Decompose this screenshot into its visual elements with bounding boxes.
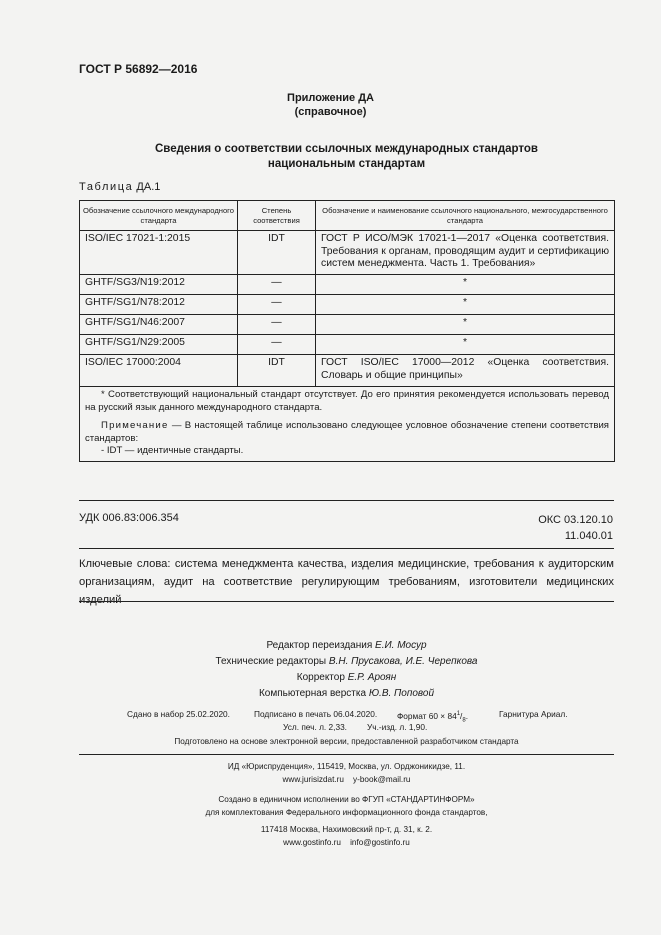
imprint-font: Гарнитура Ариал. <box>499 709 568 719</box>
note-text: — В настоящей таблице использовано следующее условное обозначение степени соответствия стандартов: <box>85 420 609 444</box>
credits <box>79 638 614 702</box>
document-title <box>80 142 613 172</box>
table-row <box>80 315 615 335</box>
credit-role: Редактор переиздания <box>266 640 376 651</box>
table-row <box>80 335 615 355</box>
credit-role: Корректор <box>296 672 348 683</box>
appendix-type: (справочное) <box>294 106 367 118</box>
divider-bottom <box>79 601 614 602</box>
imprint-sheets: Усл. печ. л. 2,33. <box>283 722 347 732</box>
cell-designation: GHTF/SG1/N46:2007 <box>80 315 238 335</box>
producer-line1: Создано в единичном исполнении во ФГУП «СТАНДАРТИНФОРМ» <box>218 795 475 804</box>
publisher-address: ИД «Юриспруденция», 115419, Москва, ул. Орджоникидзе, 11. <box>227 762 466 771</box>
divider-publisher <box>79 754 614 755</box>
note-item: - IDT — идентичные стандарты. <box>101 445 244 456</box>
header-designation: Обозначение ссылочного международного стандарта <box>80 201 238 231</box>
imprint-prepared: Подготовлено на основе электронной версии, предоставленной разработчиком стандарта <box>174 737 519 746</box>
cell-degree: IDT <box>238 231 316 275</box>
oks-codes <box>538 512 613 544</box>
cell-designation: ISO/IEC 17021-1:2015 <box>80 231 238 275</box>
producer-line2: для комплектования Федерального информационного фонда стандартов, <box>205 807 488 817</box>
appendix-title: Приложение ДА <box>287 92 374 104</box>
cell-degree: — <box>238 315 316 335</box>
keywords-line1: Ключевые слова: система менеджмента качества, изделия медицинские, требования к аудиторским <box>79 558 614 570</box>
table-row <box>80 295 615 315</box>
imprint-pub-sheets: Уч.-изд. л. 1,90. <box>367 722 428 732</box>
standard-id: ГОСТ Р 56892—2016 <box>79 62 198 76</box>
imprint-signed: Подписано в печать 06.04.2020. <box>254 709 378 719</box>
credit-editor <box>79 638 614 654</box>
publisher <box>79 761 614 786</box>
publisher-contacts <box>79 774 614 787</box>
table-caption-number: ДА.1 <box>136 181 161 193</box>
format-sub: 8 <box>462 717 466 724</box>
credit-name: Е.И. Мосур <box>375 640 427 651</box>
imprint-format: Формат $60 \times 84^1/_8$. <box>397 710 469 724</box>
correspondence-table <box>79 200 615 462</box>
udk-code: УДК 006.83:006.354 <box>79 512 179 524</box>
table-row <box>80 355 615 387</box>
cell-degree: — <box>238 275 316 295</box>
cell-degree: — <box>238 335 316 355</box>
table-row <box>80 231 615 275</box>
cell-designation: GHTF/SG3/N19:2012 <box>80 275 238 295</box>
cell-national: ГОСТ Р ИСО/МЭК 17021-1—2017 «Оценка соответствия. Требования к органам, проводящим аудит и сертификацию систем менеджмента. Часть 1. Требования» <box>316 231 615 275</box>
credit-corrector <box>79 670 614 686</box>
note-label: Примечание <box>101 420 169 431</box>
cell-national: * <box>316 315 615 335</box>
cell-designation: GHTF/SG1/N29:2005 <box>80 335 238 355</box>
cell-degree: IDT <box>238 355 316 387</box>
table-caption-word: Таблица <box>79 181 134 193</box>
divider-top <box>79 500 614 501</box>
credit-role: Технические редакторы <box>215 656 329 667</box>
credit-tech-editors <box>79 654 614 670</box>
credit-name: Е.Р. Ароян <box>347 672 397 683</box>
credit-name: В.Н. Прусакова, И.Е. Черепкова <box>328 656 478 667</box>
imprint-submitted: Сдано в набор 25.02.2020. <box>127 709 230 719</box>
cell-national: ГОСТ ISO/IEC 17000—2012 «Оценка соответствия. Словарь и общие принципы» <box>316 355 615 387</box>
divider-keywords <box>79 548 614 549</box>
publisher-site[interactable]: www.jurisizdat.ru <box>282 774 344 784</box>
credit-role: Компьютерная верстка <box>258 688 369 699</box>
cell-national: * <box>316 275 615 295</box>
table-notes <box>80 387 615 462</box>
producer <box>79 794 614 849</box>
header-degree: Степень соответствия <box>238 201 316 231</box>
document-title-line2: национальным стандартам <box>267 158 426 170</box>
document-title-line1: Сведения о соответствии ссылочных международных стандартов <box>154 143 538 155</box>
publisher-email[interactable]: y-book@mail.ru <box>353 774 411 784</box>
table-caption <box>79 181 160 193</box>
cell-designation: GHTF/SG1/N78:2012 <box>80 295 238 315</box>
table-header-row <box>80 201 615 231</box>
cell-national: * <box>316 335 615 355</box>
table-notes-row <box>80 387 615 462</box>
producer-email[interactable]: info@gostinfo.ru <box>350 837 410 847</box>
cell-national: * <box>316 295 615 315</box>
format-prefix: Формат 60 × 84 <box>397 710 457 721</box>
header-national: Обозначение и наименование ссылочного национального, межгосударственного стандарта <box>316 201 615 231</box>
producer-site[interactable]: www.gostinfo.ru <box>283 837 341 847</box>
footnote: * Соответствующий национальный стандарт отсутствует. До его принятия рекомендуется использовать перевод на русский язык данного международного стандарта. <box>85 389 609 413</box>
credit-name: Ю.В. Поповой <box>368 688 435 699</box>
note <box>85 420 609 445</box>
producer-contacts <box>79 837 614 850</box>
table-row <box>80 275 615 295</box>
keywords-line2: организациям, аудит на соответствие регулирующим требованиям, изготовители медицинских изделий <box>79 576 614 606</box>
oks-line1: ОКС 03.120.10 <box>538 514 613 526</box>
cell-degree: — <box>238 295 316 315</box>
producer-address: 117418 Москва, Нахимовский пр-т, д. 31, к. 2. <box>260 825 433 834</box>
format-sup: 1 <box>456 711 461 717</box>
oks-line2: 11.040.01 <box>564 530 613 542</box>
cell-designation: ISO/IEC 17000:2004 <box>80 355 238 387</box>
credit-layout <box>79 686 614 702</box>
